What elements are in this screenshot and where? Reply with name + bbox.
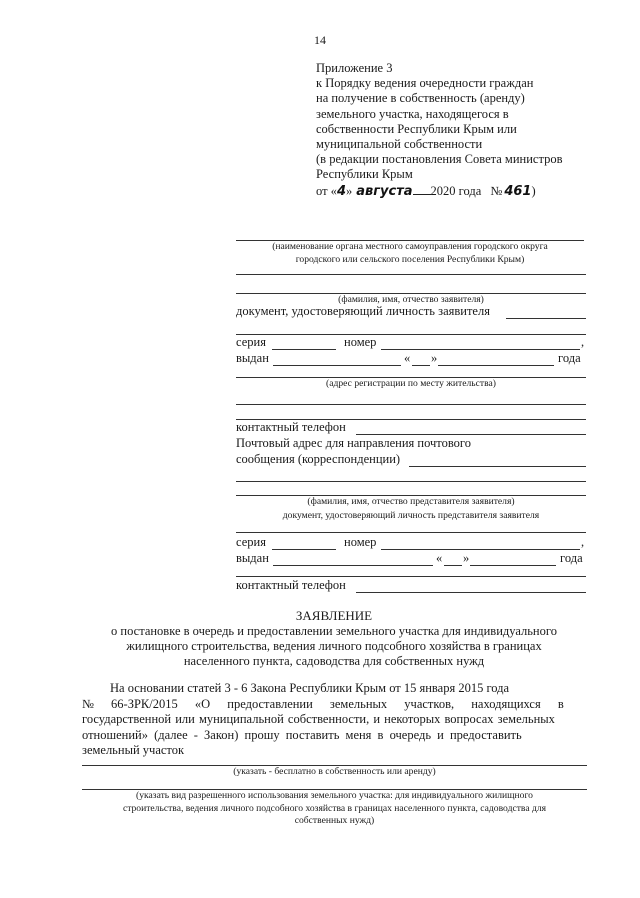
- rep-issued-label: выдан: [236, 551, 269, 565]
- handwritten-number: 461: [504, 183, 532, 199]
- appendix-line: собственности Республики Крым или: [316, 121, 517, 136]
- appendix-line: Приложение 3: [316, 61, 393, 75]
- appendix-line: на получение в собственность (аренду): [316, 91, 525, 106]
- body-line: отношений» (далее - Закон) прошу поставить меня в очередь и предоставить: [82, 727, 522, 742]
- number-field[interactable]: [381, 349, 580, 350]
- appendix-line: (в редакции постановления Совета министров: [316, 152, 563, 167]
- phone-field[interactable]: [356, 434, 586, 435]
- address-caption: (адрес регистрации по месту жительства): [326, 378, 496, 389]
- handwritten-month: августа: [356, 183, 413, 199]
- rep-doc-caption: документ, удостоверяющий личность представителя заявителя: [282, 510, 540, 521]
- handwritten-day: 4: [336, 183, 346, 199]
- rep-issued-day-field[interactable]: [444, 565, 462, 566]
- appendix-block: [316, 61, 562, 199]
- right-type-caption: (указать - бесплатно в собственность или аренду): [233, 766, 436, 777]
- mail-label-2: сообщения (корреспонденции): [236, 452, 401, 466]
- mail-field[interactable]: [409, 466, 586, 467]
- rep-phone-label: контактный телефон: [236, 578, 346, 592]
- issued-by-field[interactable]: [273, 365, 401, 366]
- statement-subtitle: о постановке в очередь и предоставлении земельного участка для индивидуального жилищного строительства, ведения личного подсобного хозяйства в границах населенного пункта, садоводства для собственных нужд: [111, 624, 557, 669]
- body-line: № 66-ЗРК/2015 «О предоставлении земельных участков, находящихся в: [82, 696, 564, 711]
- rep-doc-line[interactable]: [236, 532, 586, 533]
- applicant-fio-line[interactable]: [236, 274, 586, 275]
- issued-label: выдан: [236, 351, 269, 365]
- number-label: номер: [344, 335, 377, 349]
- applicant-doc-label: документ, удостоверяющий личность заявителя: [236, 304, 490, 318]
- mail-label-1: Почтовый адрес для направления почтового: [236, 436, 471, 450]
- statement-body: [82, 681, 587, 759]
- applicant-fio-caption: (фамилия, имя, отчество заявителя): [338, 294, 484, 305]
- appendix-line: муниципальной собственности: [316, 137, 483, 152]
- rep-issued-month-field[interactable]: [470, 565, 556, 566]
- statement-title: ЗАЯВЛЕНИЕ: [295, 608, 373, 623]
- body-line: земельный участок: [82, 743, 185, 758]
- issued-month-field[interactable]: [438, 365, 554, 366]
- rep-number-label: номер: [344, 535, 377, 549]
- series-label: серия: [236, 335, 266, 349]
- rep-number-field[interactable]: [381, 549, 580, 550]
- body-line: государственной или муниципальной собственности, и некоторых вопросах земельных: [82, 712, 555, 727]
- issued-day-field[interactable]: [412, 365, 430, 366]
- applicant-doc-field[interactable]: [506, 318, 586, 319]
- phone-label: контактный телефон: [236, 420, 346, 434]
- body-line: На основании статей 3 - 6 Закона Республики Крым от 15 января 2015 года: [110, 681, 510, 695]
- address-line[interactable]: [236, 404, 586, 405]
- series-field[interactable]: [272, 349, 336, 350]
- appendix-line: Республики Крым: [316, 167, 413, 182]
- rep-phone-field[interactable]: [356, 592, 586, 593]
- rep-series-label: серия: [236, 535, 266, 549]
- appendix-line: земельного участка, находящегося в: [316, 106, 509, 121]
- appendix-line: к Порядку ведения очередности граждан: [316, 76, 534, 91]
- rep-fio-caption: (фамилия, имя, отчество представителя заявителя): [307, 496, 515, 507]
- rep-extra-line[interactable]: [236, 576, 586, 577]
- appendix-date-line: от «4» августа 2020 года № 461): [316, 183, 536, 199]
- page-number: 14: [314, 33, 326, 47]
- applicant-doc-line[interactable]: [236, 334, 586, 335]
- organ-caption: (наименование органа местного самоуправления городского округа городского или сельского поселения Республики Крым): [272, 241, 548, 265]
- mail-line[interactable]: [236, 481, 586, 482]
- rep-series-field[interactable]: [272, 549, 336, 550]
- rep-issued-by-field[interactable]: [273, 565, 433, 566]
- use-type-caption: (указать вид разрешенного использования земельного участка: для индивидуального жилищного строительства, ведения личного подсобного хозяйства в границах населенного пункта, садоводства для собственных нужд): [122, 790, 547, 826]
